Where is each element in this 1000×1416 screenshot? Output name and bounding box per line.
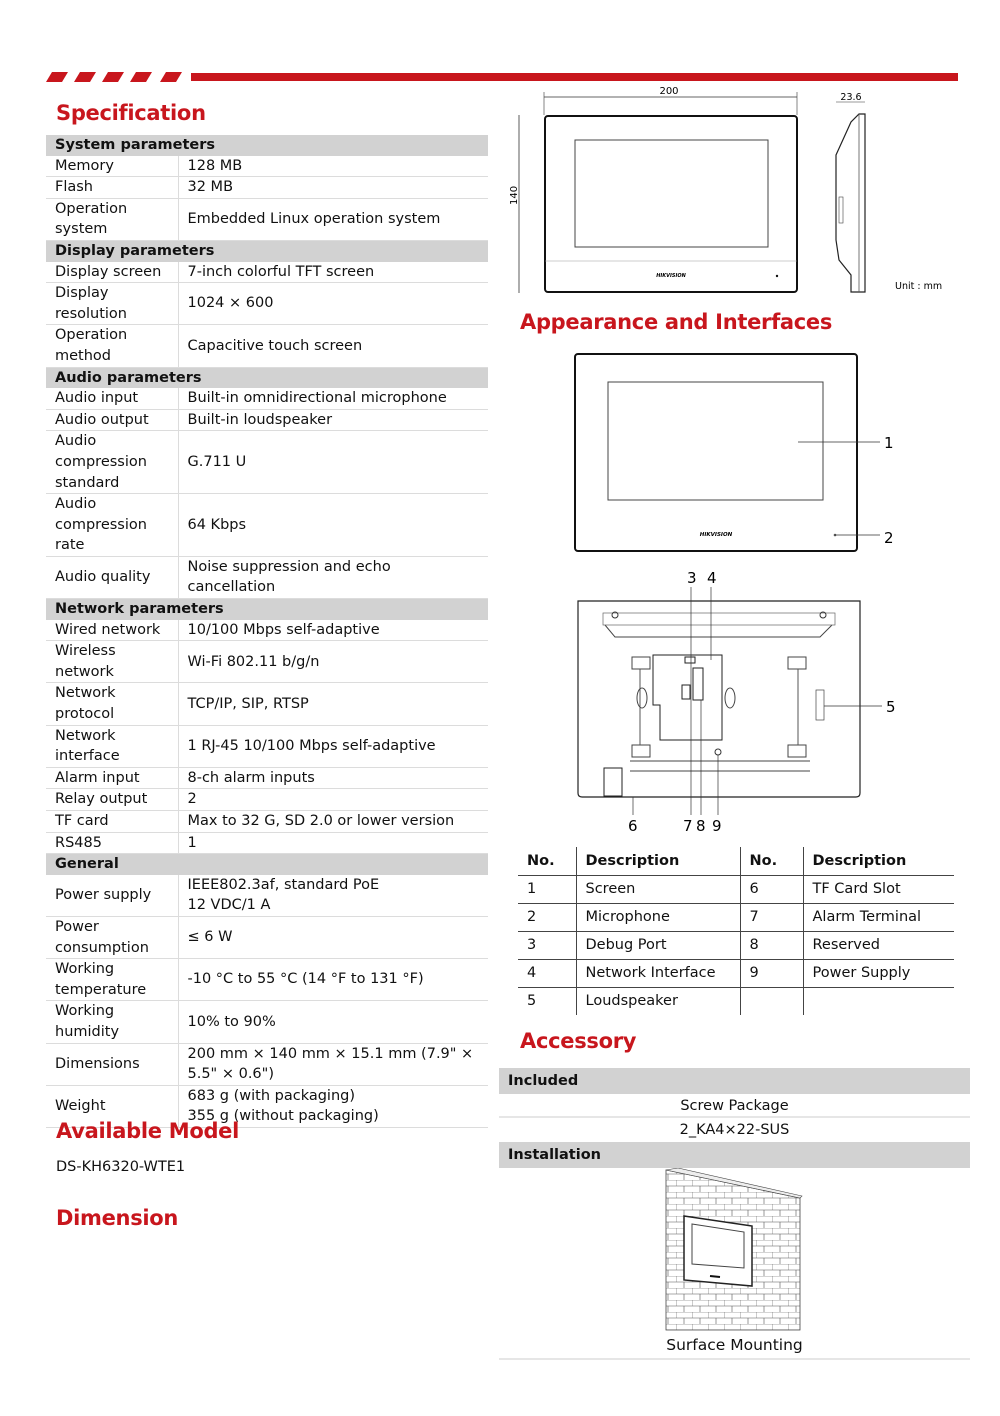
screw-code: 2_KA4×22-SUS [679, 1122, 790, 1138]
spec-table [46, 135, 488, 1128]
callout-9: 9 [712, 817, 722, 835]
spec-row [46, 431, 488, 494]
parts-row [518, 987, 954, 1015]
width-label: 200 [659, 86, 679, 97]
spec-label: Working humidity [46, 1001, 178, 1043]
spec-value: G.711 U [178, 431, 488, 494]
spec-value: 200 mm × 140 mm × 15.1 mm (7.9" × 5.5" × 0.6") [178, 1043, 488, 1085]
parts-cell [740, 987, 803, 1015]
spec-value: ≤ 6 W [178, 916, 488, 958]
spec-row [46, 198, 488, 240]
parts-cell [803, 987, 954, 1015]
spec-label: Operation system [46, 198, 178, 240]
accessory-heading: Accessory [520, 1029, 637, 1053]
surface-mounting-illustration [660, 1168, 810, 1336]
unit-label: Unit : mm [895, 281, 943, 292]
spec-label: Display resolution [46, 283, 178, 325]
spec-row [46, 409, 488, 431]
parts-cell: No. [518, 847, 576, 875]
parts-cell: Description [576, 847, 740, 875]
spec-row [46, 683, 488, 725]
parts-cell: Description [803, 847, 954, 875]
spec-section-header [46, 240, 488, 261]
available-model-heading: Available Model [56, 1119, 240, 1143]
callout-6: 6 [628, 817, 638, 835]
spec-value: Embedded Linux operation system [178, 198, 488, 240]
spec-section-header [46, 135, 488, 156]
brand-logo: HIKVISION [699, 532, 733, 538]
spec-value: IEEE802.3af, standard PoE 12 VDC/1 A [178, 875, 488, 917]
parts-header-row [518, 847, 954, 875]
spec-value: 1024 × 600 [178, 283, 488, 325]
spec-row [46, 177, 488, 199]
spec-value: 10/100 Mbps self-adaptive [178, 620, 488, 641]
spec-label: Display screen [46, 262, 178, 283]
spec-label: RS485 [46, 832, 178, 854]
parts-row [518, 903, 954, 931]
spec-label: Relay output [46, 789, 178, 811]
parts-cell: Debug Port [576, 931, 740, 959]
spec-section-header [46, 599, 488, 620]
spec-row [46, 767, 488, 789]
spec-label: Memory [46, 156, 178, 177]
callout-5: 5 [886, 698, 896, 716]
included-header: Included [499, 1068, 970, 1094]
spec-row [46, 620, 488, 641]
appearance-heading: Appearance and Interfaces [520, 310, 833, 334]
parts-cell: Screen [576, 875, 740, 903]
spec-label: Audio quality [46, 556, 178, 598]
spec-section-header [46, 367, 488, 388]
dimension-drawing [505, 80, 955, 300]
parts-cell: 7 [740, 903, 803, 931]
parts-cell: 8 [740, 931, 803, 959]
spec-value: Built-in omnidirectional microphone [178, 388, 488, 409]
parts-cell: 4 [518, 959, 576, 987]
spec-row [46, 156, 488, 177]
spec-row [46, 1043, 488, 1085]
section-title: Audio parameters [46, 367, 488, 388]
spec-row [46, 832, 488, 854]
parts-cell: Reserved [803, 931, 954, 959]
callout-4: 4 [707, 569, 717, 587]
parts-cell: 3 [518, 931, 576, 959]
spec-value: 2 [178, 789, 488, 811]
parts-row [518, 931, 954, 959]
front-view-drawing [570, 350, 900, 555]
spec-value: -10 °C to 55 °C (14 °F to 131 °F) [178, 959, 488, 1001]
spec-label: Working temperature [46, 959, 178, 1001]
model-number: DS-KH6320-WTE1 [56, 1159, 186, 1175]
parts-cell: 5 [527, 993, 537, 1010]
spec-label: Flash [46, 177, 178, 199]
spec-row [46, 916, 488, 958]
spec-value: TCP/IP, SIP, RTSP [178, 683, 488, 725]
parts-cell: 9 [740, 959, 803, 987]
spec-value: 1 RJ-45 10/100 Mbps self-adaptive [178, 725, 488, 767]
parts-cell: TF Card Slot [803, 875, 954, 903]
spec-row [46, 641, 488, 683]
spec-label: Weight [46, 1085, 178, 1127]
callout-8: 8 [696, 817, 706, 835]
spec-row [46, 283, 488, 325]
spec-value: Wi-Fi 802.11 b/g/n [178, 641, 488, 683]
parts-cell: No. [740, 847, 803, 875]
surface-mounting-label: Surface Mounting [499, 1336, 970, 1360]
spec-row [46, 875, 488, 917]
specification-heading: Specification [56, 101, 206, 125]
spec-label: Operation method [46, 325, 178, 367]
spec-value: 10% to 90% [178, 1001, 488, 1043]
spec-row [46, 556, 488, 598]
dimension-heading: Dimension [56, 1206, 179, 1230]
spec-value: Capacitive touch screen [178, 325, 488, 367]
spec-label: Power consumption [46, 916, 178, 958]
spec-label: Wired network [46, 620, 178, 641]
rear-view-drawing [570, 565, 900, 840]
parts-cell: Microphone [576, 903, 740, 931]
spec-label: Dimensions [46, 1043, 178, 1085]
spec-value: 7-inch colorful TFT screen [178, 262, 488, 283]
spec-value: 1 [178, 832, 488, 854]
spec-value: 64 Kbps [178, 494, 488, 557]
screw-package: Screw Package [499, 1094, 970, 1118]
spec-row [46, 959, 488, 1001]
spec-value: 8-ch alarm inputs [178, 767, 488, 789]
parts-row [518, 959, 954, 987]
parts-cell: Loudspeaker [576, 987, 740, 1015]
installation-header: Installation [499, 1142, 970, 1168]
spec-row [46, 494, 488, 557]
parts-cell: Network Interface [576, 959, 740, 987]
spec-value: 32 MB [178, 177, 488, 199]
spec-label: Audio input [46, 388, 178, 409]
spec-value: 128 MB [178, 156, 488, 177]
parts-row [518, 875, 954, 903]
depth-label: 23.6 [840, 92, 862, 103]
section-title: General [46, 854, 488, 875]
accessory-included [499, 1068, 970, 1168]
spec-label: Audio output [46, 409, 178, 431]
callout-7: 7 [683, 817, 693, 835]
spec-row [46, 325, 488, 367]
spec-label: Audio compression standard [46, 431, 178, 494]
parts-cell: Alarm Terminal [803, 903, 954, 931]
spec-section-header [46, 854, 488, 875]
spec-row [46, 1001, 488, 1043]
spec-row [46, 789, 488, 811]
parts-cell: 6 [740, 875, 803, 903]
parts-cell: Power Supply [803, 959, 954, 987]
spec-label: Power supply [46, 875, 178, 917]
spec-label: Network protocol [46, 683, 178, 725]
spec-label: Audio compression rate [46, 494, 178, 557]
spec-label: Network interface [46, 725, 178, 767]
spec-value: Noise suppression and echo cancellation [178, 556, 488, 598]
spec-value: Built-in loudspeaker [178, 409, 488, 431]
height-label: 140 [509, 185, 520, 205]
parts-cell: 2 [518, 903, 576, 931]
callout-2: 2 [884, 529, 894, 547]
spec-row [46, 388, 488, 409]
spec-row [46, 811, 488, 833]
spec-label: Alarm input [46, 767, 178, 789]
spec-label: Wireless network [46, 641, 178, 683]
spec-row [46, 262, 488, 283]
spec-row [46, 725, 488, 767]
section-title: Network parameters [46, 599, 488, 620]
section-title: System parameters [46, 135, 488, 156]
callout-3: 3 [687, 569, 697, 587]
parts-cell: 1 [518, 875, 576, 903]
spec-label: TF card [46, 811, 178, 833]
parts-table [518, 847, 954, 1015]
callout-1: 1 [884, 434, 894, 452]
brand-logo: HIKVISION [656, 273, 686, 279]
spec-value: 683 g (with packaging) 355 g (without packaging) [178, 1085, 488, 1127]
section-title: Display parameters [46, 240, 488, 261]
spec-value: Max to 32 G, SD 2.0 or lower version [178, 811, 488, 833]
